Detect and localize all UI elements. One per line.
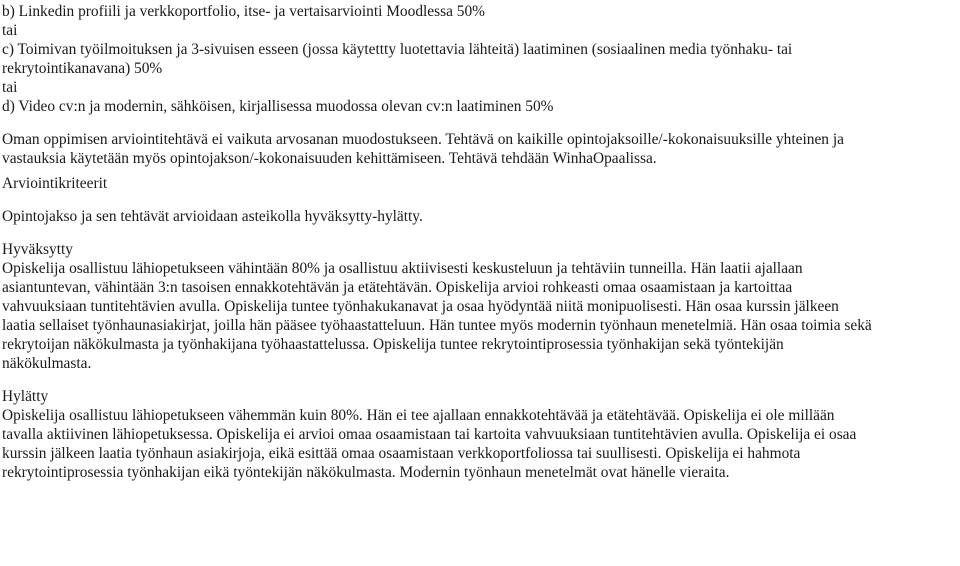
approved-section — [2, 240, 952, 373]
rejected-section — [2, 387, 952, 482]
approved-line: Opiskelija osallistuu lähiopetukseen vähintään 80% ja osallistuu aktiivisesti keskusteluun ja tehtäviin tunneilla. Hän laatii ajallaan — [2, 260, 803, 277]
approved-line: laatia sellaiset työnhaunasiakirjat, joilla hän pääsee työhaastatteluun. Hän tuntee myös modernin työnhaun menetelmiä. Hän osaa toimia sekä — [2, 317, 872, 334]
rejected-line: tavalla aktiivinen lähiopetuksessa. Opiskelija ei arvioi omaa osaamistaan tai kartoita vahvuuksiaan tuntitehtävien avulla. Opiskelija ei osaa — [2, 426, 857, 443]
or-separator: tai — [2, 22, 18, 39]
rejected-line: rekrytointiprosessia työnhakijan eikä työntekijän näkökulmasta. Modernin työnhaun menetelmät ovat hänelle vieraita. — [2, 464, 730, 481]
approved-line: asiantuntevan, vähintään 3:n tasoisen ennakkotehtävän ja etätehtävän. Opiskelija arvioi rohkeasti omaa osaamistaan ja kartoittaa — [2, 279, 793, 296]
option-c-line: rekrytointikanavana) 50% — [2, 60, 163, 77]
approved-heading: Hyväksytty — [2, 241, 73, 258]
rejected-line: Opiskelija osallistuu lähiopetukseen vähemmän kuin 80%. Hän ei tee ajallaan ennakkotehtävää ja etätehtävää. Opiskelija ei ole millään — [2, 407, 835, 424]
rejected-line: kurssin jälkeen laatia työnhaun asiakirjoja, eikä esittää omaa osaamistaan verkkoportfoliossa tai suullisesti. Opiskelija ei hahmota — [2, 445, 801, 462]
approved-line: vahvuuksiaan tuntitehtävien avulla. Opiskelija tuntee työnhakukanavat ja osaa hyödyntää niitä monipuolisesti. Hän osaa kurssin jälkeen — [2, 298, 839, 315]
option-d: d) Video cv:n ja modernin, sähköisen, kirjallisessa muodossa olevan cv:n laatiminen 50% — [2, 98, 554, 115]
approved-line: näkökulmasta. — [2, 355, 92, 372]
criteria-heading: Arviointikriteerit — [2, 175, 108, 192]
or-separator: tai — [2, 79, 18, 96]
note-line: vastauksia käytetään myös opintojakson/-kokonaisuuden kehittämiseen. Tehtävä tehdään WinhaOpaalissa. — [2, 150, 657, 167]
option-b: b) Linkedin profiili ja verkkoportfolio, itse- ja vertaisarviointi Moodlessa 50% — [2, 3, 485, 20]
grading-scale: Opintojakso ja sen tehtävät arvioidaan asteikolla hyväksytty-hylätty. — [2, 208, 423, 225]
self-assessment-note — [2, 130, 952, 168]
note-line: Oman oppimisen arviointitehtävä ei vaikuta arvosanan muodostukseen. Tehtävä on kaikille opintojaksoille/-kokonaisuuksille yhteinen ja — [2, 131, 844, 148]
task-options — [2, 2, 952, 116]
option-c-line: c) Toimivan työilmoituksen ja 3-sivuisen esseen (jossa käytettty luotettavia lähteitä) laatiminen (sosiaalinen media työnhaku- tai — [2, 41, 793, 58]
rejected-heading: Hylätty — [2, 388, 49, 405]
approved-line: rekrytoijan näkökulmasta ja työnhakijana työhaastattelussa. Opiskelija tuntee rekrytointiprosessia työnhakijan sekä työntekijän — [2, 336, 784, 353]
